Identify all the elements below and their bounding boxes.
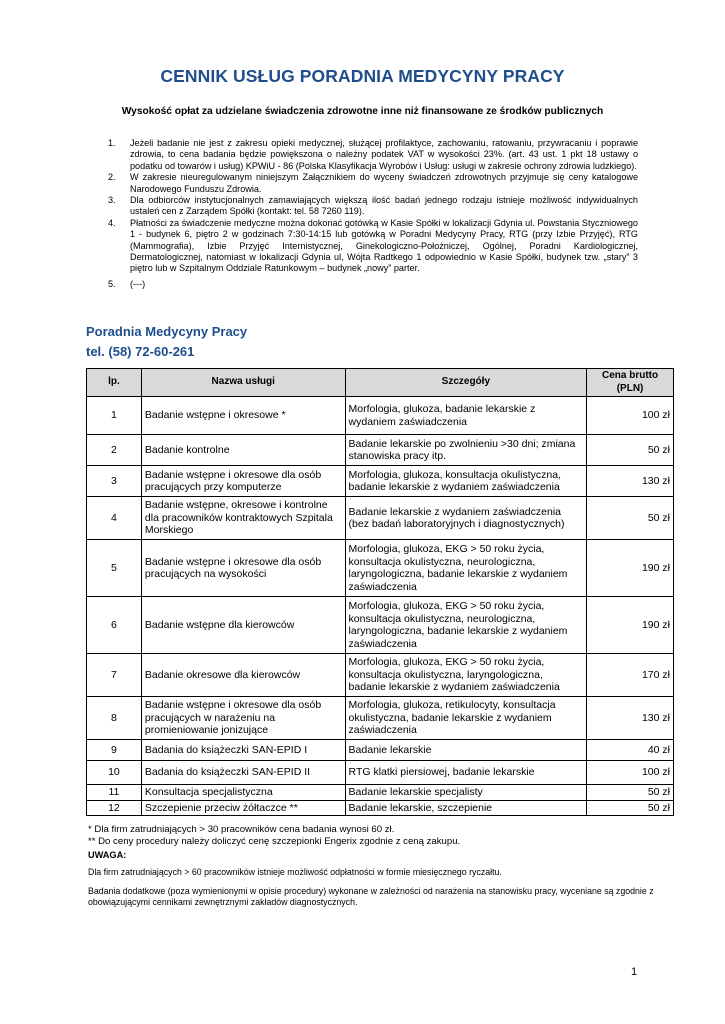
footer-notes — [88, 824, 658, 916]
cell-price: 50 zł — [587, 497, 674, 540]
cell-name: Badanie wstępne i okresowe * — [141, 397, 345, 435]
cell-details: Badanie lekarskie — [345, 740, 587, 761]
cell-lp: 1 — [87, 397, 142, 435]
cell-details: Morfologia, glukoza, EKG > 50 roku życia, konsultacja okulistyczna, neurologiczna, laryngologiczna, badanie lekarskie z wydaniem zaświadczenia — [345, 540, 587, 597]
cell-details: Morfologia, glukoza, retikulocyty, konsultacja okulistyczna, badanie lekarskie z wydaniem zaświadczenia — [345, 697, 587, 740]
cell-details: Badanie lekarskie, szczepienie — [345, 800, 587, 816]
cell-details: Badanie lekarskie po zwolnieniu >30 dni; zmiana stanowiska pracy itp. — [345, 435, 587, 466]
note-number: 3. — [108, 195, 116, 206]
cell-price: 170 zł — [587, 654, 674, 697]
note-text: W zakresie nieuregulowanym niniejszym Załącznikiem do wyceny świadczeń zdrowotnych przyjmuje się ceny katalogowe Narodowego Funduszu Zdrowia. — [130, 172, 638, 194]
header-price — [587, 369, 674, 397]
cell-lp: 9 — [87, 740, 142, 761]
section-title: Poradnia Medycyny Pracy — [86, 324, 248, 339]
cell-lp: 3 — [87, 466, 142, 497]
cell-name: Badanie wstępne i okresowe dla osób pracujących w narażeniu na promieniowanie jonizujące — [141, 697, 345, 740]
table-row — [87, 654, 674, 697]
cell-details: Morfologia, glukoza, badanie lekarskie z wydaniem zaświadczenia — [345, 397, 587, 435]
table-header-row — [87, 369, 674, 397]
note-item — [108, 279, 638, 290]
header-price-line2: (PLN) — [616, 382, 644, 394]
header-name: Nazwa usługi — [141, 369, 345, 397]
cell-details: RTG klatki piersiowej, badanie lekarskie — [345, 761, 587, 785]
cell-name: Szczepienie przeciw żółtaczce ** — [141, 800, 345, 816]
cell-name: Badanie wstępne, okresowe i kontrolne dla pracowników kontraktowych Szpitala Morskiego — [141, 497, 345, 540]
cell-name: Badanie okresowe dla kierowców — [141, 654, 345, 697]
cell-name: Badania do książeczki SAN-EPID II — [141, 761, 345, 785]
page-number: 1 — [631, 966, 638, 978]
cell-name: Badanie wstępne i okresowe dla osób pracujących przy komputerze — [141, 466, 345, 497]
table-row — [87, 800, 674, 816]
cell-price: 130 zł — [587, 697, 674, 740]
table-row — [87, 785, 674, 801]
cell-price: 40 zł — [587, 740, 674, 761]
cell-name: Konsultacja specjalistyczna — [141, 785, 345, 801]
cell-details: Morfologia, glukoza, EKG > 50 roku życia, konsultacja okulistyczna, laryngologiczna, badanie lekarskie z wydaniem zaświadczenia — [345, 654, 587, 697]
cell-details: Morfologia, glukoza, konsultacja okulistyczna, badanie lekarskie z wydaniem zaświadczenia — [345, 466, 587, 497]
cell-name: Badania do książeczki SAN-EPID I — [141, 740, 345, 761]
cell-details: Morfologia, glukoza, EKG > 50 roku życia, konsultacja okulistyczna, neurologiczna, laryngologiczna, badanie lekarskie z wydaniem zaświadczenia — [345, 597, 587, 654]
cell-lp: 4 — [87, 497, 142, 540]
cell-price: 190 zł — [587, 540, 674, 597]
note-number: 2. — [108, 172, 116, 183]
note-item — [108, 218, 638, 275]
footnote-double-star: ** Do ceny procedury należy doliczyć cenę szczepionki Engerix zgodnie z ceną zakupu. — [88, 836, 461, 848]
cell-lp: 10 — [87, 761, 142, 785]
table-row — [87, 466, 674, 497]
cell-name: Badanie wstępne i okresowe dla osób pracujących na wysokości — [141, 540, 345, 597]
note-number: 1. — [108, 138, 116, 148]
cell-lp: 7 — [87, 654, 142, 697]
note-item — [108, 138, 638, 172]
footnote-single-star: * Dla firm zatrudniających > 30 pracowników cena badania wynosi 60 zł. — [88, 824, 395, 835]
section-phone: tel. (58) 72-60-261 — [86, 344, 195, 359]
table-row — [87, 397, 674, 435]
cell-lp: 2 — [87, 435, 142, 466]
table-row — [87, 761, 674, 785]
note-number: 5. — [108, 278, 116, 289]
note-number: 4. — [108, 217, 116, 228]
cell-price: 50 zł — [587, 785, 674, 801]
cell-lp: 12 — [87, 800, 142, 816]
table-row — [87, 540, 674, 597]
cell-name: Badanie wstępne dla kierowców — [141, 597, 345, 654]
notes-list — [108, 138, 638, 290]
table-row — [87, 497, 674, 540]
cell-details: Badanie lekarskie z wydaniem zaświadczenia (bez badań laboratoryjnych i diagnostycznych) — [345, 497, 587, 540]
cell-details: Badanie lekarskie specjalisty — [345, 785, 587, 801]
cell-price: 50 zł — [587, 435, 674, 466]
note-text: Jeżeli badanie nie jest z zakresu opieki medycznej, służącej profilaktyce, zachowaniu, ratowaniu, przywracaniu i poprawie zdrowia, to cena badania będzie powiększona o należny podatek VAT w wysokości 23%. (art. 43 ust. 1 pkt 18 ustawy o podatku od towarów i usług) KPWiU - 86 (Polska Klasyfikacja Wyrobów i Usług: usługi w zakresie ochrony zdrowia ludzkiego). — [130, 138, 638, 171]
cell-price: 190 zł — [587, 597, 674, 654]
table-row — [87, 697, 674, 740]
cell-lp: 6 — [87, 597, 142, 654]
header-details: Szczegóły — [345, 369, 587, 397]
header-price-line1: Cena brutto — [602, 370, 659, 381]
note-text: (---) — [130, 278, 146, 289]
cell-lp: 5 — [87, 540, 142, 597]
note-text: Płatności za świadczenie medyczne można dokonać gotówką w Kasie Spółki w lokalizacji Gdynia ul. Powstania Styczniowego 1 - budynek 6, piętro 2 w godzinach 7:30-14:15 lub gotówką w Poradni Medycyny Pracy, RTG (przy Izbie Przyjęć), RTG (Mammografia), Izbie Przyjęć Internistycznej, Ginekologiczno-Położniczej, Ogólnej, Poradni Kardiologicznej, Dermatologicznej, natomiast w lokalizacji Gdynia ul, Wójta Radtkego 1 odpowiednio w Kasie Spółki, budynek tzw. „stary” 3 piętro lub w Szpitalnym Oddziale Ratunkowym – budynek „nowy” parter. — [130, 217, 638, 274]
table-row — [87, 597, 674, 654]
page-title: CENNIK USŁUG PORADNIA MEDYCYNY PRACY — [160, 66, 565, 86]
table-row — [87, 435, 674, 466]
cell-price: 100 zł — [587, 761, 674, 785]
cell-price: 50 zł — [587, 800, 674, 816]
note-text: Dla odbiorców instytucjonalnych zamawiających większą ilość badań jednego rodzaju istnieje możliwość indywidualnych ustaleń cen z Zarządem Spółki (kontakt: tel. 58 7260 119). — [130, 195, 638, 217]
note-item — [108, 172, 638, 195]
header-lp: lp. — [87, 369, 142, 397]
table-row — [87, 740, 674, 761]
price-table — [86, 368, 674, 816]
cell-price: 100 zł — [587, 397, 674, 435]
uwaga-line-1: Dla firm zatrudniających > 60 pracowników istnieje możliwość odpłatności w formie miesięcznego ryczałtu. — [88, 867, 502, 878]
uwaga-label: UWAGA: — [88, 849, 127, 860]
cell-price: 130 zł — [587, 466, 674, 497]
cell-lp: 8 — [87, 697, 142, 740]
page-subtitle: Wysokość opłat za udzielane świadczenia zdrowotne inne niż finansowane ze środków publicznych — [121, 106, 604, 117]
note-item — [108, 195, 638, 218]
cell-lp: 11 — [87, 785, 142, 801]
cell-name: Badanie kontrolne — [141, 435, 345, 466]
uwaga-line-2: Badania dodatkowe (poza wymienionymi w opisie procedury) wykonane w zależności od narażenia na stanowisku pracy, wyceniane są zgodnie z obowiązującymi cennikami zewnętrznymi zakładów diagnostycznych. — [88, 886, 654, 908]
